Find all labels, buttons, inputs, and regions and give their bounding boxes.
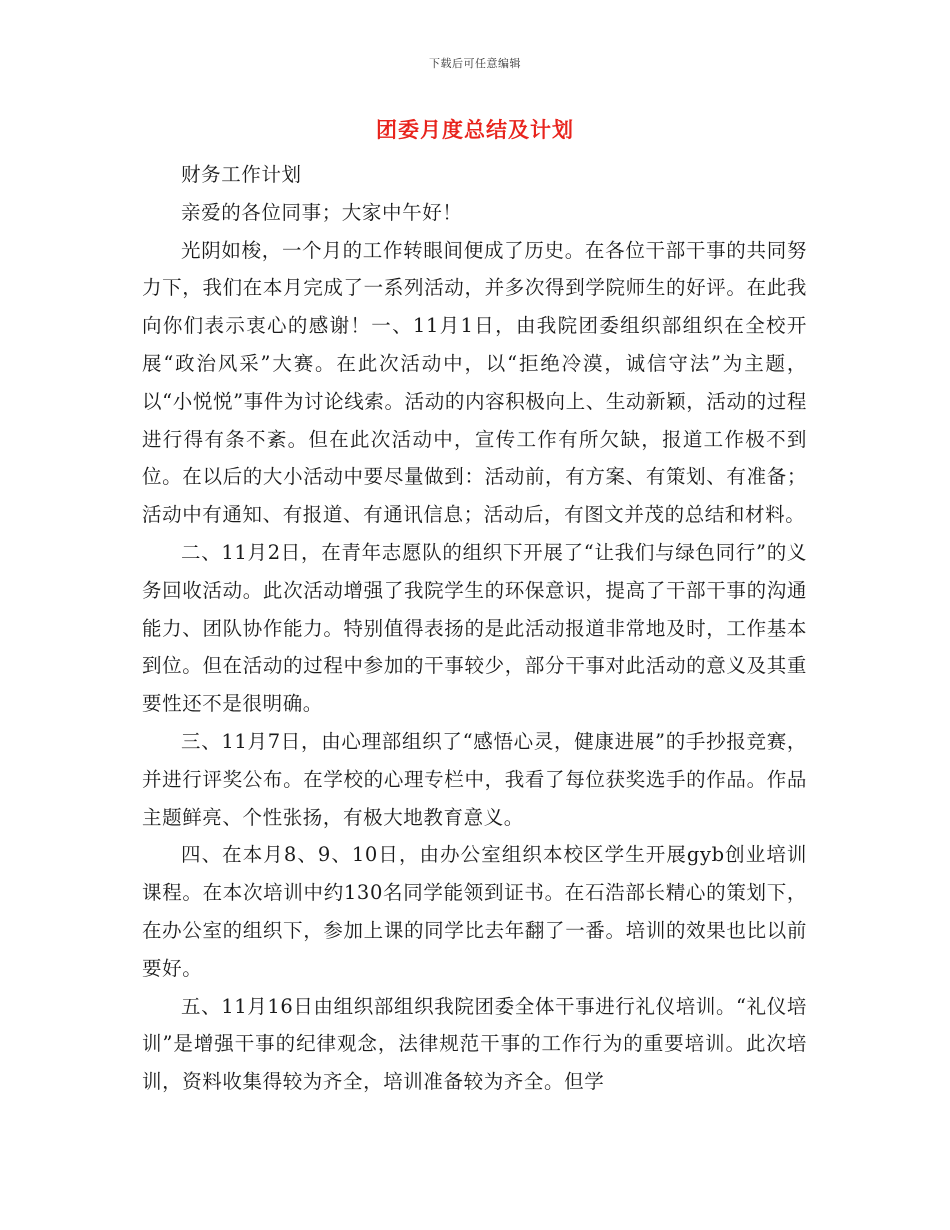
paragraph-item-4: 四、在本月8、9、10日，由办公室组织本校区学生开展gyb创业培训课程。在本次培训中约130名同学能领到证书。在石浩部长精心的策划下，在办公室的组织下，参加上课的同学比去年翻了一番。培训的效果也比以前要好。 xyxy=(142,843,807,980)
paragraph-item-5: 五、11月16日由组织部组织我院团委全体干事进行礼仪培训。“礼仪培训”是增强干事的纪律观念，法律规范干事的工作行为的重要培训。此次培训，资料收集得较为齐全，培训准备较为齐全。但学 xyxy=(142,994,807,1094)
document-title: 团委月度总结及计划 xyxy=(376,117,574,142)
paragraph-item-2: 二、11月2日，在青年志愿队的组织下开展了“让我们与绿色同行”的义务回收活动。此次活动增强了我院学生的环保意识，提高了干部干事的沟通能力、团队协作能力。特别值得表扬的是此活动报道非常地及时，工作基本到位。但在活动的过程中参加的干事较少，部分干事对此活动的意义及其重要性还不是很明确。 xyxy=(142,540,807,716)
document-body xyxy=(142,156,807,1101)
paragraph-heading: 财务工作计划 xyxy=(181,163,302,186)
paragraph-greeting: 亲爱的各位同事；大家中午好！ xyxy=(181,200,463,224)
paragraph-item-3: 三、11月7日，由心理部组织了“感悟心灵，健康进展”的手抄报竞赛，并进行评奖公布。在学校的心理专栏中，我看了每位获奖选手的作品。作品主题鲜亮、个性张扬，有极大地教育意义。 xyxy=(142,729,807,829)
paragraph-intro: 光阴如梭，一个月的工作转眼间便成了历史。在各位干部干事的共同努力下，我们在本月完成了一系列活动，并多次得到学院师生的好评。在此我向你们表示衷心的感谢！一、11月1日，由我院团委组织部组织在全校开展“政治风采”大赛。在此次活动中，以“拒绝冷漠，诚信守法”为主题，以“小悦悦”事件为讨论线索。活动的内容积极向上、生动新颖，活动的过程进行得有条不紊。但在此次活动中，宣传工作有所欠缺，报道工作极不到位。在以后的大小活动中要尽量做到：活动前，有方案、有策划、有准备；活动中有通知、有报道、有通讯信息；活动后，有图文并茂的总结和材料。 xyxy=(142,238,807,527)
header-note: 下载后可任意编辑 xyxy=(429,57,521,70)
